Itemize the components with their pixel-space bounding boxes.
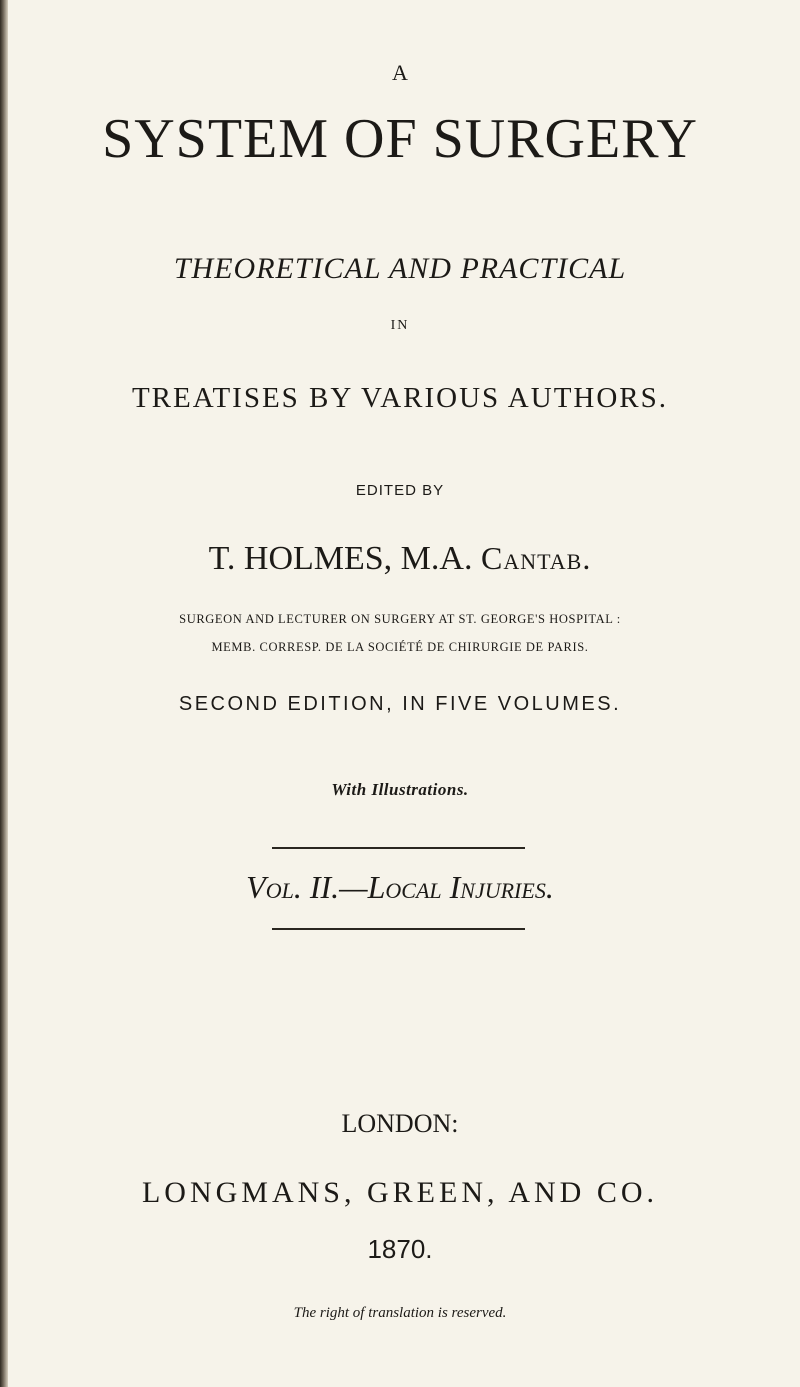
treatises-line: TREATISES BY VARIOUS AUTHORS.	[131, 382, 669, 414]
rights-notice: The right of translation is reserved.	[293, 1305, 507, 1321]
book-subtitle: THEORETICAL AND PRACTICAL	[173, 252, 627, 285]
imprint-publisher: LONGMANS, GREEN, AND CO.	[141, 1176, 658, 1209]
editor-degree: Cantab.	[480, 540, 592, 576]
editor-credential-2: MEMB. CORRESP. DE LA SOCIÉTÉ DE CHIRURGIE DE PARIS.	[211, 640, 589, 654]
editor-line	[0, 542, 800, 576]
edited-by-label: EDITED BY	[355, 482, 445, 499]
editor-credential-1: SURGEON AND LECTURER ON SURGERY AT ST. GEORGE'S HOSPITAL :	[179, 612, 621, 626]
book-title: SYSTEM OF SURGERY	[102, 108, 698, 170]
volume-rule-top	[272, 847, 525, 849]
illustrations-line: With Illustrations.	[331, 780, 469, 799]
title-article: A	[392, 60, 408, 85]
edition-line: SECOND EDITION, IN FIVE VOLUMES.	[178, 693, 622, 715]
connector-in: IN	[390, 318, 410, 333]
imprint-year: 1870.	[367, 1234, 433, 1264]
editor-name: T. HOLMES, M.A.	[208, 540, 473, 577]
volume-title	[0, 871, 800, 903]
volume-title-text: Vol. II.—Local Injuries.	[246, 869, 554, 905]
imprint-city: LONDON:	[341, 1109, 459, 1138]
volume-rule-bottom	[272, 928, 525, 930]
